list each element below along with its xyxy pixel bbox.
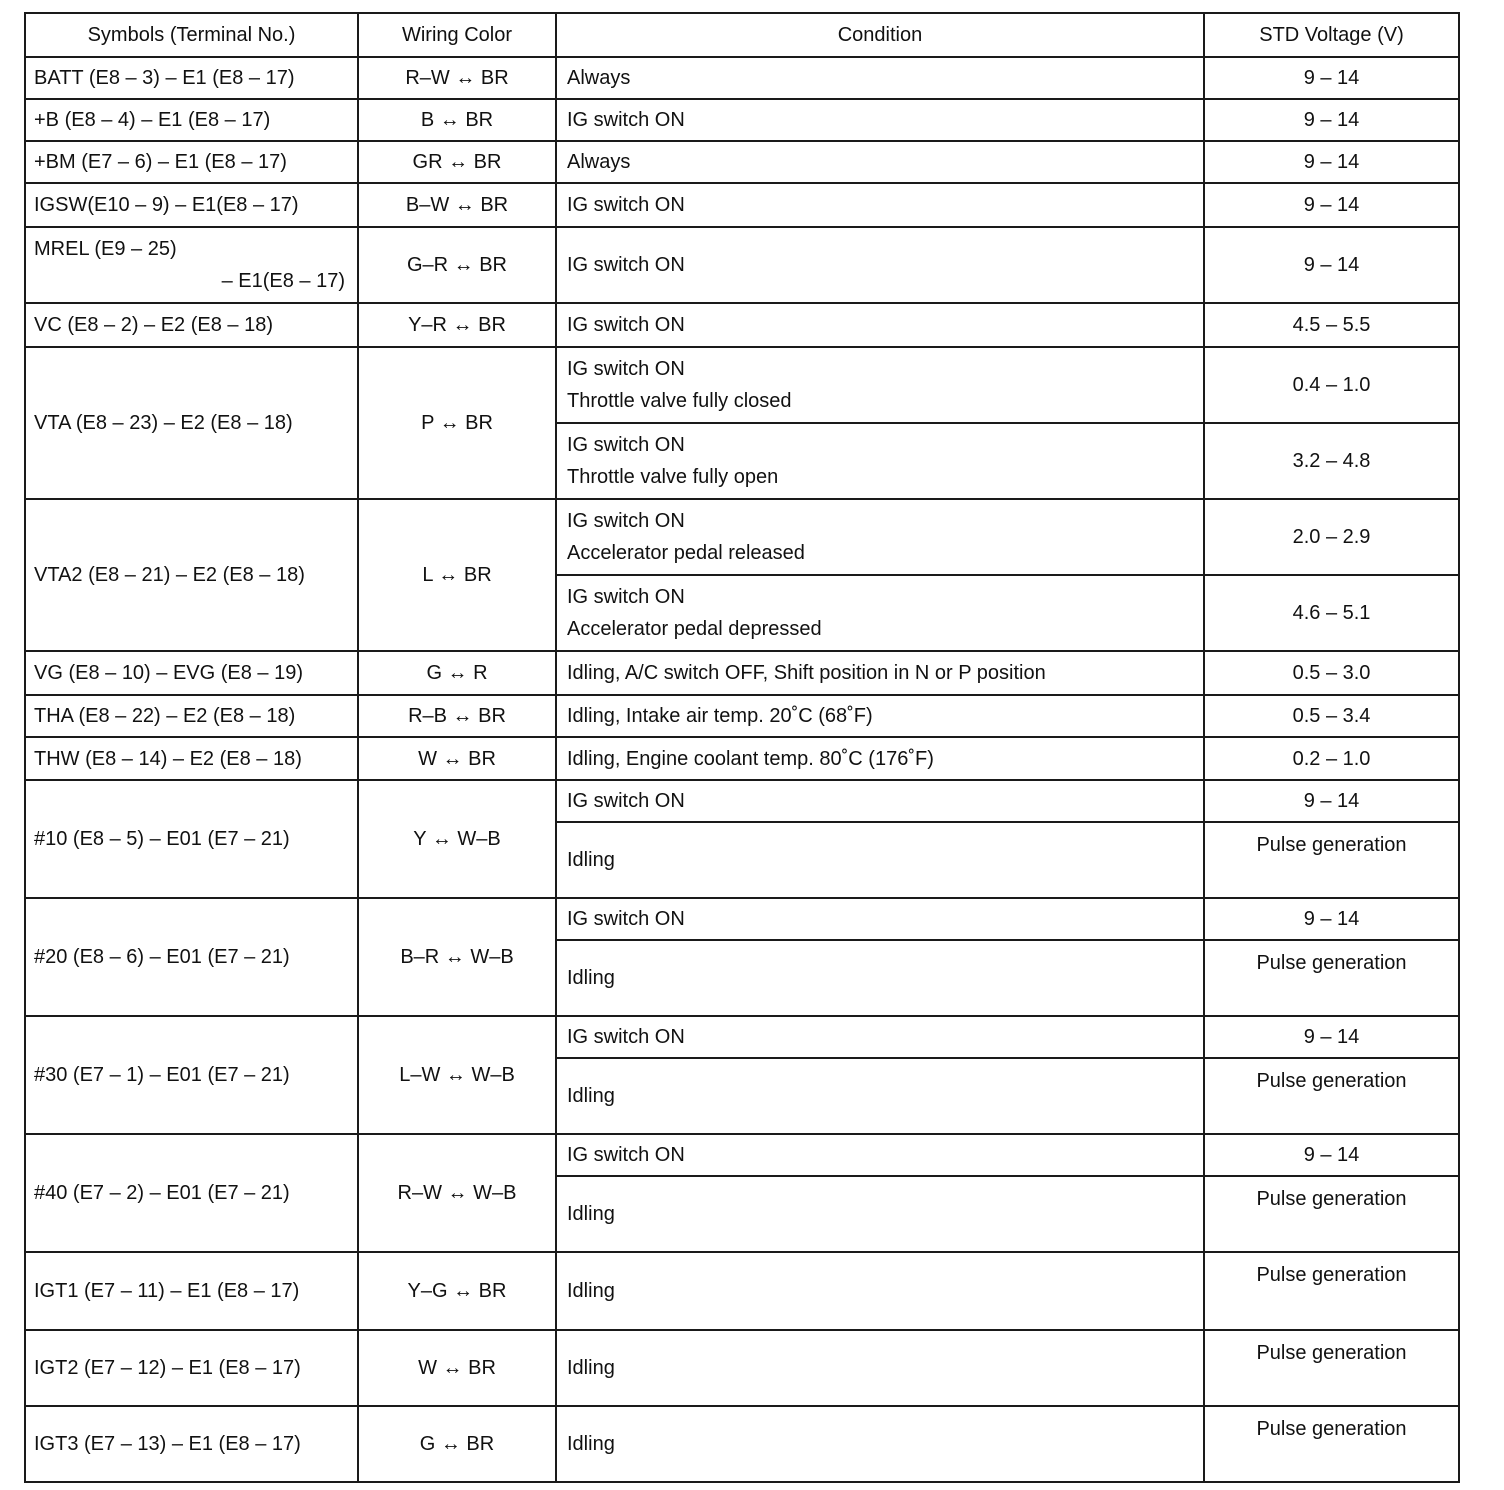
condition-cell: IG switch ON (556, 898, 1204, 940)
wiring-cell: R–B ↔ BR (358, 695, 556, 737)
table-row-igsw (25, 183, 1459, 227)
condition-cell: IG switch ON (556, 99, 1204, 141)
wiring-cell: W ↔ BR (358, 737, 556, 780)
table-row-40 (25, 1134, 1459, 1176)
symbol-cell: #40 (E7 – 2) – E01 (E7 – 21) (25, 1134, 358, 1252)
header-row (25, 13, 1459, 57)
voltage-cell: Pulse generation (1204, 1058, 1459, 1134)
table-row-igt2 (25, 1330, 1459, 1406)
voltage-cell: 9 – 14 (1204, 227, 1459, 303)
wiring-cell: G ↔ R (358, 651, 556, 695)
wiring-cell: B ↔ BR (358, 99, 556, 141)
wiring-cell: G ↔ BR (358, 1406, 556, 1482)
voltage-cell: 9 – 14 (1204, 1016, 1459, 1058)
voltage-cell: Pulse generation (1204, 1252, 1459, 1330)
condition-cell: IG switch ON (556, 780, 1204, 822)
condition-cell: Idling, A/C switch OFF, Shift position in N or P position (556, 651, 1204, 695)
condition-cell: Always (556, 141, 1204, 183)
voltage-cell: 0.2 – 1.0 (1204, 737, 1459, 780)
symbol-cell: VG (E8 – 10) – EVG (E8 – 19) (25, 651, 358, 695)
symbol-cell: IGT3 (E7 – 13) – E1 (E8 – 17) (25, 1406, 358, 1482)
symbol-cell: VTA (E8 – 23) – E2 (E8 – 18) (25, 347, 358, 499)
symbol-cell: IGT1 (E7 – 11) – E1 (E8 – 17) (25, 1252, 358, 1330)
header-wiring-color: Wiring Color (358, 13, 556, 57)
table-row-batt (25, 57, 1459, 99)
condition-cell: IG switch ON (556, 1134, 1204, 1176)
voltage-cell: 9 – 14 (1204, 141, 1459, 183)
condition-cell: Idling, Intake air temp. 20˚C (68˚F) (556, 695, 1204, 737)
table-row-tha (25, 695, 1459, 737)
header-std-voltage: STD Voltage (V) (1204, 13, 1459, 57)
condition-cell: Idling (556, 1252, 1204, 1330)
symbol-cell: #30 (E7 – 1) – E01 (E7 – 21) (25, 1016, 358, 1134)
voltage-cell: 0.4 – 1.0 (1204, 347, 1459, 423)
wiring-cell: Y–G ↔ BR (358, 1252, 556, 1330)
voltage-cell: Pulse generation (1204, 1330, 1459, 1406)
symbol-cell: +BM (E7 – 6) – E1 (E8 – 17) (25, 141, 358, 183)
condition-cell: Idling (556, 822, 1204, 898)
symbol-cell: THA (E8 – 22) – E2 (E8 – 18) (25, 695, 358, 737)
symbol-cell: IGT2 (E7 – 12) – E1 (E8 – 17) (25, 1330, 358, 1406)
header-condition: Condition (556, 13, 1204, 57)
voltage-cell: 2.0 – 2.9 (1204, 499, 1459, 575)
voltage-spec-table-container (24, 12, 1460, 1483)
table-row-10 (25, 780, 1459, 822)
symbol-cell: THW (E8 – 14) – E2 (E8 – 18) (25, 737, 358, 780)
wiring-cell: B–R ↔ W–B (358, 898, 556, 1016)
voltage-cell: 9 – 14 (1204, 1134, 1459, 1176)
voltage-cell: 9 – 14 (1204, 898, 1459, 940)
condition-cell: IG switch ON (556, 227, 1204, 303)
symbol-cell: #10 (E8 – 5) – E01 (E7 – 21) (25, 780, 358, 898)
wiring-cell: P ↔ BR (358, 347, 556, 499)
condition-cell (556, 347, 1204, 423)
voltage-cell: 0.5 – 3.4 (1204, 695, 1459, 737)
condition-cell: Idling (556, 1058, 1204, 1134)
voltage-cell: 0.5 – 3.0 (1204, 651, 1459, 695)
wiring-cell: L ↔ BR (358, 499, 556, 651)
condition-line-1: IG switch ON (567, 586, 685, 608)
voltage-cell: 4.6 – 5.1 (1204, 575, 1459, 651)
symbol-cell: VTA2 (E8 – 21) – E2 (E8 – 18) (25, 499, 358, 651)
condition-cell: Always (556, 57, 1204, 99)
voltage-cell: 4.5 – 5.5 (1204, 303, 1459, 347)
header-symbols: Symbols (Terminal No.) (25, 13, 358, 57)
wiring-cell: L–W ↔ W–B (358, 1016, 556, 1134)
table-row-bm (25, 141, 1459, 183)
symbol-cell: VC (E8 – 2) – E2 (E8 – 18) (25, 303, 358, 347)
voltage-cell: Pulse generation (1204, 822, 1459, 898)
wiring-cell: W ↔ BR (358, 1330, 556, 1406)
voltage-cell: 9 – 14 (1204, 780, 1459, 822)
wiring-cell: R–W ↔ W–B (358, 1134, 556, 1252)
wiring-cell: GR ↔ BR (358, 141, 556, 183)
voltage-cell: Pulse generation (1204, 1406, 1459, 1482)
voltage-cell: 3.2 – 4.8 (1204, 423, 1459, 499)
voltage-cell: 9 – 14 (1204, 99, 1459, 141)
symbol-cell: BATT (E8 – 3) – E1 (E8 – 17) (25, 57, 358, 99)
table-row-mrel (25, 227, 1459, 303)
table-row-vc (25, 303, 1459, 347)
condition-line-1: IG switch ON (567, 510, 685, 532)
voltage-cell: 9 – 14 (1204, 57, 1459, 99)
condition-cell: Idling (556, 1330, 1204, 1406)
wiring-cell: B–W ↔ BR (358, 183, 556, 227)
voltage-spec-table (24, 12, 1460, 1483)
symbol-cell: #20 (E8 – 6) – E01 (E7 – 21) (25, 898, 358, 1016)
table-row-30 (25, 1016, 1459, 1058)
condition-cell: Idling (556, 940, 1204, 1016)
symbol-line-2: – E1(E8 – 17) (221, 270, 345, 292)
wiring-cell: Y ↔ W–B (358, 780, 556, 898)
condition-cell: IG switch ON (556, 303, 1204, 347)
wiring-cell: G–R ↔ BR (358, 227, 556, 303)
condition-line-2: Accelerator pedal depressed (567, 618, 822, 640)
wiring-cell: R–W ↔ BR (358, 57, 556, 99)
condition-cell: Idling, Engine coolant temp. 80˚C (176˚F) (556, 737, 1204, 780)
table-row-vg (25, 651, 1459, 695)
symbol-cell: IGSW(E10 – 9) – E1(E8 – 17) (25, 183, 358, 227)
voltage-cell: 9 – 14 (1204, 183, 1459, 227)
condition-cell: IG switch ON (556, 1016, 1204, 1058)
condition-cell (556, 575, 1204, 651)
symbol-cell (25, 227, 358, 303)
voltage-cell: Pulse generation (1204, 940, 1459, 1016)
condition-line-1: IG switch ON (567, 358, 685, 380)
condition-cell (556, 499, 1204, 575)
condition-cell (556, 423, 1204, 499)
condition-cell: Idling (556, 1406, 1204, 1482)
table-row-thw (25, 737, 1459, 780)
condition-line-2: Accelerator pedal released (567, 542, 805, 564)
table-row-vta (25, 347, 1459, 423)
condition-cell: IG switch ON (556, 183, 1204, 227)
table-row-20 (25, 898, 1459, 940)
table-row-vta2 (25, 499, 1459, 575)
symbol-cell: +B (E8 – 4) – E1 (E8 – 17) (25, 99, 358, 141)
condition-line-2: Throttle valve fully open (567, 466, 779, 488)
wiring-cell: Y–R ↔ BR (358, 303, 556, 347)
voltage-cell: Pulse generation (1204, 1176, 1459, 1252)
condition-cell: Idling (556, 1176, 1204, 1252)
table-row-b (25, 99, 1459, 141)
condition-line-2: Throttle valve fully closed (567, 390, 792, 412)
table-row-igt3 (25, 1406, 1459, 1482)
condition-line-1: IG switch ON (567, 434, 685, 456)
table-row-igt1 (25, 1252, 1459, 1330)
symbol-line-1: MREL (E9 – 25) (34, 238, 177, 260)
